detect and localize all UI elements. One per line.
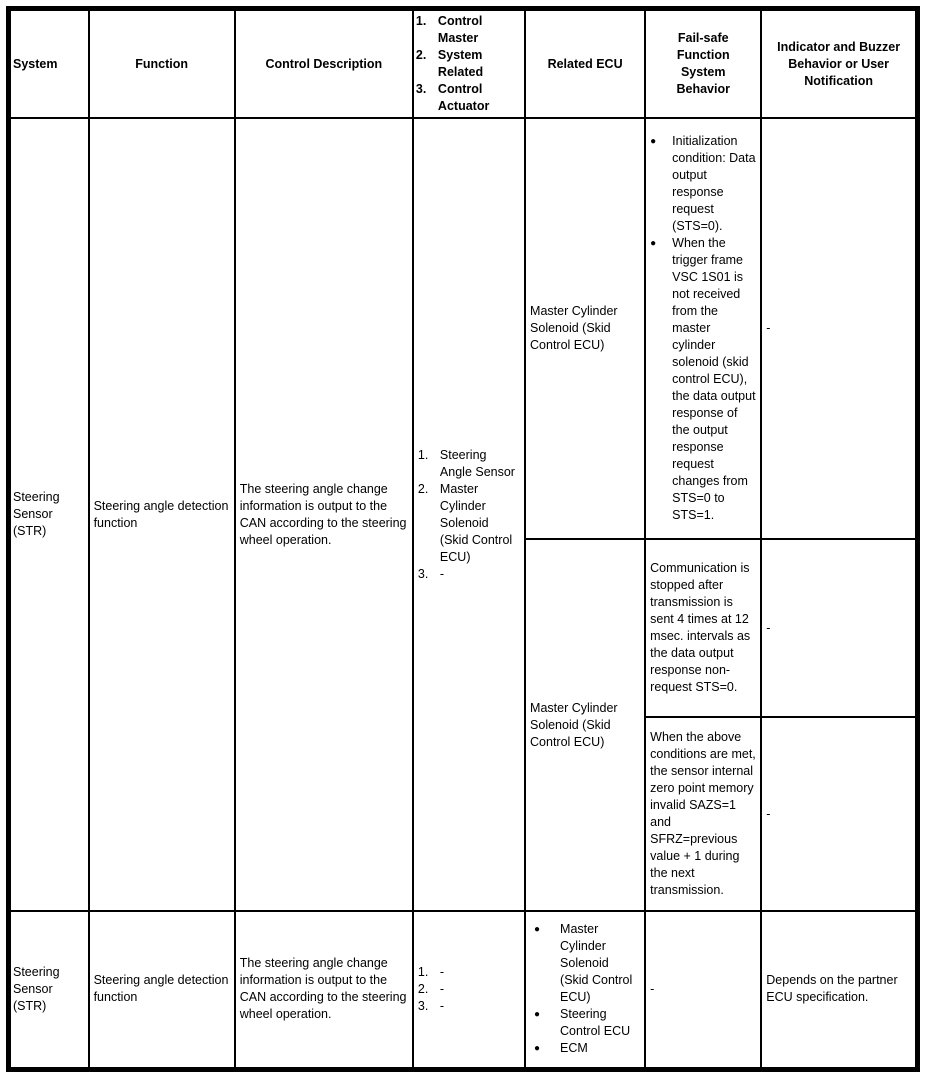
row1-control-roles-list <box>418 447 520 583</box>
cell-row2-indicator: Depends on the partner ECU specification. <box>761 911 917 1069</box>
list-item <box>530 1006 640 1040</box>
cell-row1-related-ecu-1: Master Cylinder Solenoid (Skid Control ECU) <box>525 118 645 539</box>
cell-row1-indicator-b: - <box>761 539 917 717</box>
list-item <box>650 133 756 235</box>
header-function: Function <box>89 9 235 119</box>
cell-row1-fail-safe-b: Communication is stopped after transmission is sent 4 times at 12 msec. intervals as the data output response non-request STS=0. <box>645 539 761 717</box>
list-item <box>530 921 640 1006</box>
fail-safe-bullet-list <box>650 133 756 524</box>
cell-row2-fail-safe: - <box>645 911 761 1069</box>
header-related-ecu: Related ECU <box>525 9 645 119</box>
list-number: 1. <box>417 964 429 979</box>
list-item-label: - <box>439 981 445 996</box>
bullet-icon: ● <box>534 924 541 936</box>
list-item <box>418 447 520 481</box>
cell-row1-fail-safe-c: When the above conditions are met, the sensor internal zero point memory invalid SAZS=1 and SFRZ=previous value + 1 during the next transmission. <box>645 717 761 911</box>
list-item-label: Initialization condition: Data output response request (STS=0). <box>672 134 756 233</box>
list-item-label: Steering Angle Sensor <box>439 447 515 479</box>
list-item <box>418 481 520 566</box>
cell-row2-control-description: The steering angle change information is output to the CAN according to the steering wheel operation. <box>235 911 413 1069</box>
list-number: 1. <box>417 447 429 462</box>
cell-row1-indicator-a: - <box>761 118 917 539</box>
cell-row2-system: Steering Sensor (STR) <box>9 911 89 1069</box>
list-item-label: - <box>439 998 445 1013</box>
list-item <box>530 1040 640 1057</box>
list-number: 2. <box>415 48 427 62</box>
list-item-label: Control Master <box>437 14 483 45</box>
row2-control-roles-list <box>418 964 520 1015</box>
list-item <box>416 47 520 81</box>
list-item <box>650 235 756 524</box>
list-item <box>416 81 520 115</box>
list-number: 3. <box>417 566 429 581</box>
header-fail-safe: Fail-safe Function System Behavior <box>645 9 761 119</box>
list-item <box>418 964 520 981</box>
table-row <box>9 118 918 539</box>
list-item-label: Steering Control ECU <box>560 1007 631 1039</box>
list-item <box>418 981 520 998</box>
list-item-label: - <box>439 964 445 979</box>
related-ecu-bullet-list <box>530 921 640 1057</box>
list-number: 2. <box>417 981 429 996</box>
header-control-roles <box>413 9 525 119</box>
list-item-label: - <box>439 566 445 581</box>
list-number: 1. <box>415 14 427 28</box>
bullet-icon: ● <box>534 1009 541 1021</box>
list-item-label: System Related <box>437 48 484 79</box>
cell-row1-control-roles <box>413 118 525 911</box>
list-item-label: ECM <box>560 1041 588 1056</box>
list-item <box>418 566 520 583</box>
cell-row2-function: Steering angle detection function <box>89 911 235 1069</box>
table-header-row <box>9 9 918 119</box>
header-control-description: Control Description <box>235 9 413 119</box>
list-item-label: Master Cylinder Solenoid (Skid Control ECU) <box>560 922 633 1005</box>
header-indicator: Indicator and Buzzer Behavior or User Notification <box>761 9 917 119</box>
cell-row2-related-ecu <box>525 911 645 1069</box>
list-item-label: When the trigger frame VSC 1S01 is not received from the master cylinder solenoid (skid control ECU), the data output response of the output response request changes from STS=0 to STS=1. <box>672 236 756 522</box>
table-row <box>9 911 918 1069</box>
list-number: 3. <box>415 82 427 96</box>
ecu-spec-table <box>6 6 920 1072</box>
header-control-roles-list <box>416 13 520 115</box>
list-item <box>418 998 520 1015</box>
list-item <box>416 13 520 47</box>
cell-row1-indicator-c: - <box>761 717 917 911</box>
cell-row1-system: Steering Sensor (STR) <box>9 118 89 911</box>
cell-row1-fail-safe-a <box>645 118 761 539</box>
header-system: System <box>9 9 89 119</box>
bullet-icon: ● <box>650 238 657 249</box>
cell-row1-control-description: The steering angle change information is output to the CAN according to the steering wheel operation. <box>235 118 413 911</box>
list-item-label: Control Actuator <box>437 82 490 113</box>
cell-row1-function: Steering angle detection function <box>89 118 235 911</box>
list-number: 3. <box>417 998 429 1013</box>
cell-row1-related-ecu-2: Master Cylinder Solenoid (Skid Control ECU) <box>525 539 645 911</box>
list-item-label: Master Cylinder Solenoid (Skid Control ECU) <box>439 481 513 564</box>
bullet-icon: ● <box>650 136 657 147</box>
list-number: 2. <box>417 481 429 496</box>
cell-row2-control-roles <box>413 911 525 1069</box>
bullet-icon: ● <box>534 1043 541 1055</box>
